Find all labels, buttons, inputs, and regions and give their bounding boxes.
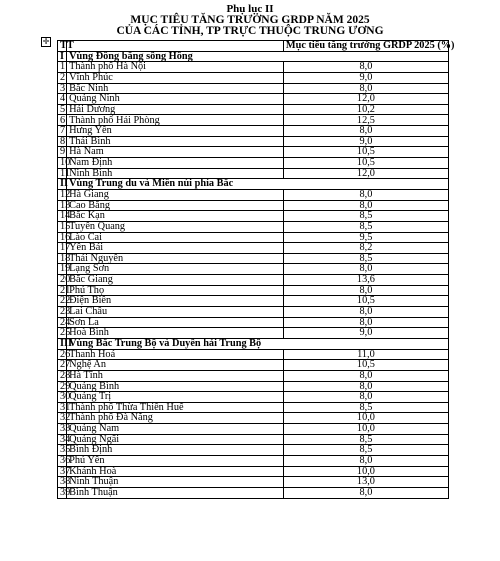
- row-number: 23: [58, 307, 67, 318]
- province-name: Bình Thuận: [67, 487, 284, 498]
- table-row: [58, 434, 449, 445]
- province-name: Ninh Bình: [67, 168, 284, 179]
- row-number: 16: [58, 232, 67, 243]
- table-row: [58, 392, 449, 403]
- header-target: Mục tiêu tăng trưởng GRDP 2025 (%): [283, 41, 448, 52]
- row-number: 4: [58, 94, 67, 105]
- province-name: Bình Định: [67, 445, 284, 456]
- growth-target-value: 11,0: [283, 349, 448, 360]
- growth-target-value: 10,2: [283, 104, 448, 115]
- document-title-line-2: CỦA CÁC TỈNH, TP TRỰC THUỘC TRUNG ƯƠNG: [116, 25, 384, 38]
- province-name: Quảng Ngãi: [67, 434, 284, 445]
- row-number: 31: [58, 402, 67, 413]
- table-row: [58, 455, 449, 466]
- row-number: 19: [58, 264, 67, 275]
- table-row: [58, 189, 449, 200]
- table-row: [58, 317, 449, 328]
- row-number: 6: [58, 115, 67, 126]
- province-name: Bắc Giang: [67, 275, 284, 286]
- province-name: Quảng Bình: [67, 381, 284, 392]
- province-name: Quảng Trị: [67, 392, 284, 403]
- province-name: Nghệ An: [67, 360, 284, 371]
- province-name: Thành phố Thừa Thiên Huế: [67, 402, 284, 413]
- row-number: 20: [58, 275, 67, 286]
- table-row: [58, 126, 449, 137]
- table-row: [58, 200, 449, 211]
- province-name: Thái Nguyên: [67, 253, 284, 264]
- growth-target-value: 13,6: [283, 275, 448, 286]
- grdp-target-table: [57, 40, 455, 499]
- province-name: Hải Dương: [67, 104, 284, 115]
- growth-target-value: 8,0: [283, 455, 448, 466]
- table-move-handle-icon[interactable]: ✛: [42, 37, 50, 46]
- row-number: 35: [58, 445, 67, 456]
- row-number: 39: [58, 487, 67, 498]
- row-number: 25: [58, 328, 67, 339]
- growth-target-value: 9,0: [283, 136, 448, 147]
- table-row: [58, 349, 449, 360]
- province-name: Yên Bái: [67, 243, 284, 254]
- province-name: Lào Cai: [67, 232, 284, 243]
- growth-target-value: 8,0: [283, 370, 448, 381]
- row-number: 22: [58, 296, 67, 307]
- table-row: [58, 445, 449, 456]
- province-name: Sơn La: [67, 317, 284, 328]
- province-name: Ninh Thuận: [67, 477, 284, 488]
- region-row: [58, 51, 449, 62]
- province-name: Thành phố Đà Nẵng: [67, 413, 284, 424]
- row-number: 37: [58, 466, 67, 477]
- table-row: [58, 328, 449, 339]
- title-block: [0, 4, 500, 38]
- table-row: [58, 275, 449, 286]
- table-row: [58, 115, 449, 126]
- document-title-line-1: MỤC TIÊU TĂNG TRƯỞNG GRDP NĂM 2025: [130, 14, 370, 27]
- province-name: Lai Châu: [67, 307, 284, 318]
- province-name: Quảng Nam: [67, 424, 284, 435]
- province-name: Thanh Hoá: [67, 349, 284, 360]
- province-name: Khánh Hoà: [67, 466, 284, 477]
- province-name: Hoà Bình: [67, 328, 284, 339]
- table-row: [58, 243, 449, 254]
- header-name: [67, 41, 284, 52]
- growth-target-value: 9,0: [283, 72, 448, 83]
- table-body: [58, 51, 449, 498]
- growth-target-value: 10,0: [283, 413, 448, 424]
- table-row: [58, 94, 449, 105]
- row-number: 8: [58, 136, 67, 147]
- province-name: Hà Giang: [67, 189, 284, 200]
- appendix-label: Phụ lục II: [226, 3, 274, 15]
- growth-target-value: 8,5: [283, 402, 448, 413]
- table-row: [58, 168, 449, 179]
- growth-target-value: 12,0: [283, 94, 448, 105]
- province-name: Tuyên Quang: [67, 221, 284, 232]
- row-number: 14: [58, 211, 67, 222]
- row-number: 32: [58, 413, 67, 424]
- row-number: 7: [58, 126, 67, 137]
- growth-target-value: 8,0: [283, 487, 448, 498]
- growth-target-value: 10,5: [283, 158, 448, 169]
- province-name: Hà Tĩnh: [67, 370, 284, 381]
- growth-target-value: 10,5: [283, 296, 448, 307]
- row-number: 38: [58, 477, 67, 488]
- province-name: Lạng Sơn: [67, 264, 284, 275]
- row-number: 18: [58, 253, 67, 264]
- table-row: [58, 253, 449, 264]
- row-number: 12: [58, 189, 67, 200]
- province-name: Thành phố Hà Nội: [67, 62, 284, 73]
- table-row: [58, 104, 449, 115]
- table-row: [58, 402, 449, 413]
- growth-target-value: 8,0: [283, 264, 448, 275]
- province-name: Thái Bình: [67, 136, 284, 147]
- table-header-row: [58, 41, 449, 52]
- table-row: [58, 221, 449, 232]
- row-number: 1: [58, 62, 67, 73]
- row-number: 10: [58, 158, 67, 169]
- row-number: 33: [58, 424, 67, 435]
- region-number: I: [58, 51, 67, 62]
- table-row: [58, 381, 449, 392]
- row-number: 13: [58, 200, 67, 211]
- growth-target-value: 8,2: [283, 243, 448, 254]
- table-row: [58, 147, 449, 158]
- province-name: Hưng Yên: [67, 126, 284, 137]
- table-row: [58, 211, 449, 222]
- table-row: [58, 487, 449, 498]
- table-row: [58, 232, 449, 243]
- row-number: 9: [58, 147, 67, 158]
- row-number: 2: [58, 72, 67, 83]
- region-name: Vùng Bắc Trung Bộ và Duyên hải Trung Bộ: [67, 338, 449, 349]
- row-number: 27: [58, 360, 67, 371]
- row-number: 36: [58, 455, 67, 466]
- row-number: 17: [58, 243, 67, 254]
- row-number: 29: [58, 381, 67, 392]
- region-name: Vùng Đồng bằng sông Hồng: [67, 51, 449, 62]
- row-number: 24: [58, 317, 67, 328]
- growth-target-value: 8,5: [283, 253, 448, 264]
- growth-target-value: 12,5: [283, 115, 448, 126]
- province-name: Nam Định: [67, 158, 284, 169]
- row-number: 11: [58, 168, 67, 179]
- province-name: Cao Bằng: [67, 200, 284, 211]
- growth-target-value: 12,0: [283, 168, 448, 179]
- growth-target-value: 8,0: [283, 126, 448, 137]
- growth-target-value: 8,0: [283, 83, 448, 94]
- table-row: [58, 370, 449, 381]
- table-row: [58, 360, 449, 371]
- table-row: [58, 424, 449, 435]
- growth-target-value: 10,5: [283, 147, 448, 158]
- growth-target-value: 8,5: [283, 445, 448, 456]
- table-row: [58, 296, 449, 307]
- row-number: 28: [58, 370, 67, 381]
- growth-target-value: 10,5: [283, 360, 448, 371]
- growth-target-value: 10,0: [283, 424, 448, 435]
- growth-target-value: 8,0: [283, 317, 448, 328]
- row-number: 5: [58, 104, 67, 115]
- row-number: 21: [58, 285, 67, 296]
- region-row: [58, 338, 449, 349]
- province-name: Thành phố Hải Phòng: [67, 115, 284, 126]
- growth-target-value: 8,0: [283, 307, 448, 318]
- table-row: [58, 136, 449, 147]
- row-number: 26: [58, 349, 67, 360]
- growth-target-value: 8,5: [283, 211, 448, 222]
- province-name: Phú Thọ: [67, 285, 284, 296]
- growth-target-value: 8,0: [283, 285, 448, 296]
- growth-target-value: 8,0: [283, 62, 448, 73]
- region-row: [58, 179, 449, 190]
- table-row: [58, 264, 449, 275]
- growth-target-value: 9,0: [283, 328, 448, 339]
- growth-target-value: 8,0: [283, 392, 448, 403]
- province-name: Bắc Ninh: [67, 83, 284, 94]
- growth-target-value: 8,5: [283, 221, 448, 232]
- region-number: III: [58, 338, 67, 349]
- growth-target-value: 10,0: [283, 466, 448, 477]
- row-number: 30: [58, 392, 67, 403]
- growth-target-value: 8,5: [283, 434, 448, 445]
- region-number: II: [58, 179, 67, 190]
- table-row: [58, 413, 449, 424]
- province-name: Phú Yên: [67, 455, 284, 466]
- table-row: [58, 158, 449, 169]
- header-tt: TT: [58, 41, 67, 52]
- province-name: Quảng Ninh: [67, 94, 284, 105]
- table-row: [58, 466, 449, 477]
- province-name: Điện Biên: [67, 296, 284, 307]
- growth-target-value: 8,0: [283, 200, 448, 211]
- growth-target-value: 8,0: [283, 381, 448, 392]
- growth-target-value: 13,0: [283, 477, 448, 488]
- row-number: 15: [58, 221, 67, 232]
- province-name: Hà Nam: [67, 147, 284, 158]
- table-row: [58, 285, 449, 296]
- table-row: [58, 72, 449, 83]
- province-name: Bắc Kạn: [67, 211, 284, 222]
- region-name: Vùng Trung du và Miền núi phía Bắc: [67, 179, 449, 190]
- table-row: [58, 307, 449, 318]
- growth-target-value: 9,5: [283, 232, 448, 243]
- growth-target-value: 8,0: [283, 189, 448, 200]
- table-row: [58, 62, 449, 73]
- province-name: Vĩnh Phúc: [67, 72, 284, 83]
- table-row: [58, 477, 449, 488]
- table-row: [58, 83, 449, 94]
- row-number: 3: [58, 83, 67, 94]
- row-number: 34: [58, 434, 67, 445]
